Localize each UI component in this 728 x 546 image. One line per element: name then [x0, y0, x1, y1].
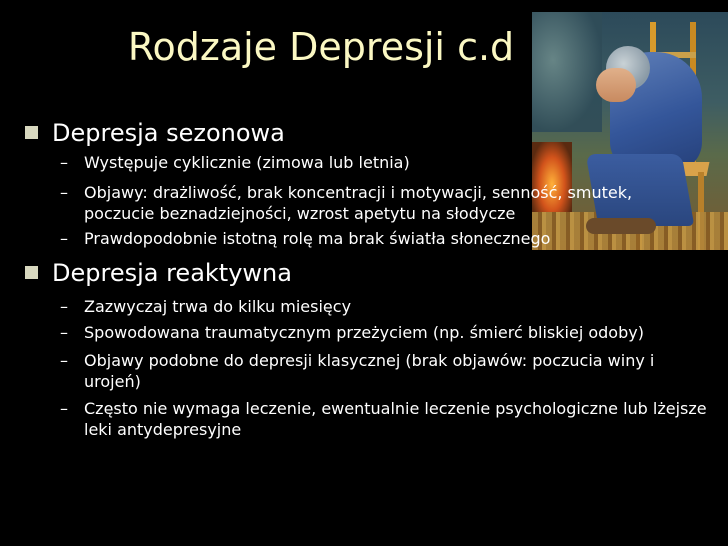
dash-bullet: – [60, 183, 68, 202]
dash-bullet: – [60, 351, 68, 370]
list-item: Objawy podobne do depresji klasycznej (brak objawów: poczucia winy i urojeń) [84, 351, 655, 391]
dash-bullet: – [60, 153, 68, 172]
section-heading: Depresja reaktywna [52, 259, 292, 287]
list-item: Objawy: drażliwość, brak koncentracji i motywacji, senność, smutek, poczucie beznadziejności, wzrost apetytu na słodycze [84, 183, 633, 223]
list-item: Często nie wymaga leczenie, ewentualnie leczenie psychologiczne lub lżejsze leki antydepresyjne [84, 399, 707, 439]
list-item: Prawdopodobnie istotną rolę ma brak światła słonecznego [84, 229, 551, 248]
slide-title: Rodzaje Depresji c.d [127, 25, 515, 69]
dash-bullet: – [60, 229, 68, 248]
square-bullet-icon [25, 126, 38, 139]
square-bullet-icon [25, 266, 38, 279]
dash-bullet: – [60, 323, 68, 342]
dash-bullet: – [60, 297, 68, 316]
list-item: Zazwyczaj trwa do kilku miesięcy [84, 297, 352, 316]
dash-bullet: – [60, 399, 68, 418]
list-item: Spowodowana traumatycznym przeżyciem (np. śmierć bliskiej odoby) [84, 323, 644, 342]
section-heading: Depresja sezonowa [52, 119, 285, 147]
list-item: Występuje cyklicznie (zimowa lub letnia) [84, 153, 410, 172]
